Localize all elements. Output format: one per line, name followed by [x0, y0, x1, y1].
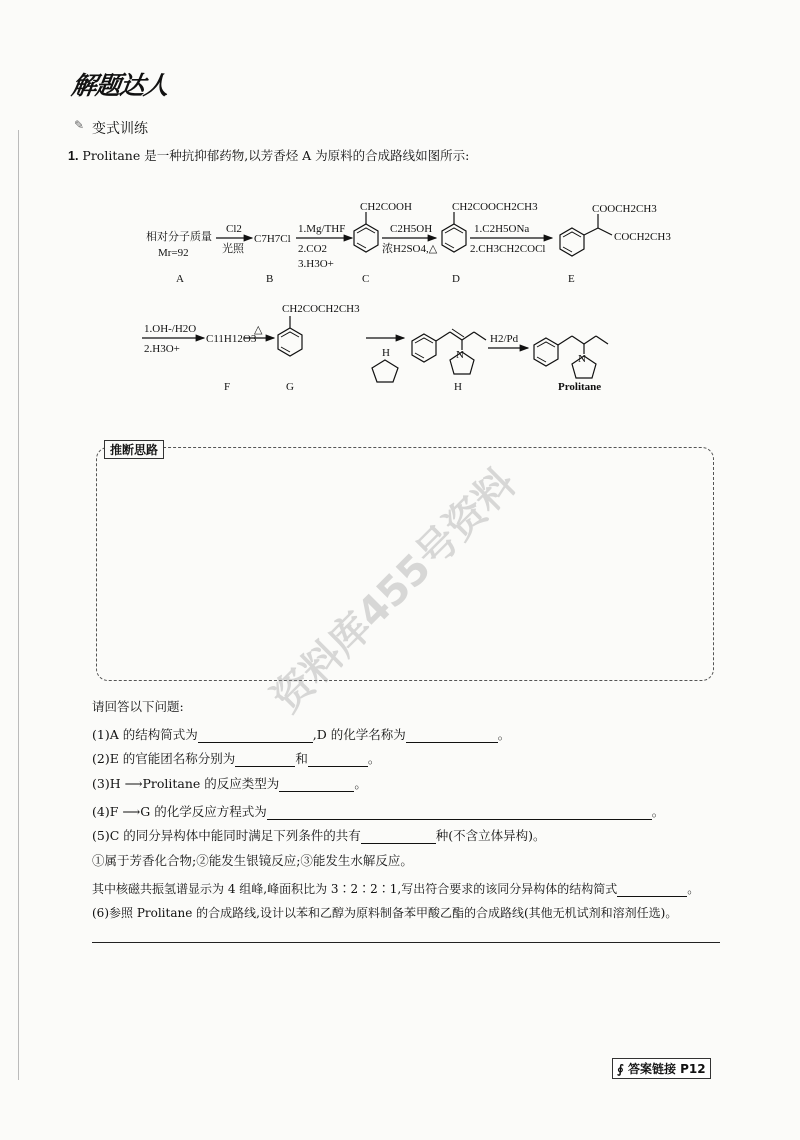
answer-link-text: 答案链接 P12 [627, 1062, 706, 1076]
reasoning-box-title: 推断思路 [104, 440, 164, 459]
g-substituent: CH2COCH2CH3 [282, 303, 360, 315]
structure-prolitane [534, 336, 608, 378]
brand-logo: 解题达人 [69, 71, 170, 100]
label-g: G [286, 381, 294, 393]
question-number: 1. [68, 149, 79, 163]
d-e-reagent-top: 1.C2H5ONa [474, 223, 530, 235]
b-c-reagent-top: 1.Mg/THF [298, 223, 346, 235]
reaction-scheme [0, 190, 800, 410]
e-substituent-1: COOCH2CH3 [592, 203, 657, 215]
q4-blank[interactable] [267, 807, 652, 820]
label-prolitane: Prolitane [558, 381, 602, 393]
d-substituent: CH2COOCH2CH3 [452, 201, 538, 213]
h-p-reagent: H2/Pd [490, 333, 519, 345]
question-1-text: Prolitane 是一种抗抑郁药物,以芳香烃 A 为原料的合成路线如图所示: [82, 148, 470, 163]
q5-conditions: ①属于芳香化合物;②能发生银镜反应;③能发生水解反应。 [92, 853, 413, 868]
e-f-reagent-bottom: 2.H3O+ [144, 343, 180, 355]
b-c-reagent-bottom-1: 2.CO2 [298, 243, 328, 255]
question-2 [92, 749, 380, 767]
question-1-stem [68, 146, 469, 164]
pyrrolidine-ring-reagent [372, 360, 398, 382]
benzene-ring-d [442, 212, 466, 252]
q5-nmr [92, 880, 699, 897]
question-5 [92, 826, 546, 844]
c-substituent: CH2COOH [360, 201, 412, 213]
pyrrolidine-h: H [382, 347, 390, 359]
q3-text-b: 。 [354, 776, 367, 791]
d-e-reagent-bottom: 2.CH3CH2COCl [470, 243, 546, 255]
a-mr-text: Mr=92 [158, 247, 189, 259]
answer-line[interactable] [92, 942, 720, 943]
h-n-atom: N [456, 349, 464, 361]
a-b-reagent-top: Cl2 [226, 223, 242, 235]
question-1 [92, 725, 510, 743]
q2-text-b: 和 [295, 751, 308, 766]
q4-text-b: 。 [651, 804, 665, 819]
b-formula: C7H7Cl [254, 233, 291, 245]
b-c-reagent-bottom-2: 3.H3O+ [298, 258, 334, 270]
q5-text-b: 种(不含立体异构)。 [435, 828, 546, 843]
e-f-reagent-top: 1.OH-/H2O [144, 323, 197, 335]
label-e: E [568, 273, 575, 285]
q3-blank[interactable] [279, 779, 354, 792]
label-f: F [224, 381, 231, 393]
section-title: 变式训练 [92, 121, 148, 137]
q2-text-a: (2)E 的官能团名称分别为 [92, 751, 236, 766]
structure-h [412, 329, 486, 374]
q5-blank[interactable] [361, 831, 436, 844]
label-b: B [266, 273, 274, 285]
link-icon: ∮ [617, 1062, 628, 1076]
q1-text-a: (1)A 的结构简式为 [92, 727, 198, 742]
label-d: D [452, 273, 460, 285]
label-c: C [362, 273, 370, 285]
q3-text-a: (3)H ⟶Prolitane 的反应类型为 [92, 776, 280, 791]
f-g-condition: △ [254, 324, 263, 336]
q1-text-c: 。 [497, 727, 511, 742]
q2-blank-b[interactable] [308, 754, 368, 767]
answer-link[interactable] [612, 1058, 711, 1079]
benzene-ring-e [560, 214, 612, 256]
label-a: A [176, 273, 184, 285]
q4-text-a: (4)F ⟶G 的化学反应方程式为 [92, 804, 267, 819]
a-mass-text: 相对分子质量 [146, 231, 212, 243]
q5-text-a: (5)C 的同分异构体中能同时满足下列条件的共有 [92, 828, 361, 843]
q2-text-c: 。 [367, 751, 381, 766]
c-d-reagent-bottom: 浓H2SO4,△ [382, 243, 438, 255]
benzene-ring-g [278, 316, 302, 356]
section-marker-icon: ✎ [74, 118, 85, 132]
benzene-ring-c [354, 212, 378, 252]
c-d-reagent-top: C2H5OH [390, 223, 433, 235]
question-3 [92, 774, 367, 792]
questions-intro: 请回答以下问题: [92, 699, 184, 714]
question-4 [92, 802, 664, 820]
watermark: 资料库455号资料 [263, 460, 525, 722]
q2-blank-a[interactable] [235, 754, 295, 767]
e-substituent-2: COCH2CH3 [614, 231, 671, 243]
q1-blank-b[interactable] [406, 730, 498, 743]
q1-text-b: ,D 的化学名称为 [312, 727, 406, 742]
q5-nmr-text-b: 。 [687, 882, 700, 896]
q1-blank-a[interactable] [198, 730, 313, 743]
q5-nmr-text-a: 其中核磁共振氢谱显示为 4 组峰,峰面积比为 3∶2∶2∶1,写出符合要求的该同分异构体的结构简式 [92, 882, 618, 896]
q5-nmr-blank[interactable] [617, 884, 687, 897]
a-b-reagent-bottom: 光照 [222, 243, 244, 255]
question-6: (6)参照 Prolitane 的合成路线,设计以苯和乙醇为原料制备苯甲酸乙酯的合成路线(其他无机试剂和溶剂任选)。 [92, 906, 678, 920]
f-formula: C11H12O3 [206, 333, 257, 345]
prolitane-n-atom: N [578, 353, 586, 365]
label-h: H [454, 381, 462, 393]
